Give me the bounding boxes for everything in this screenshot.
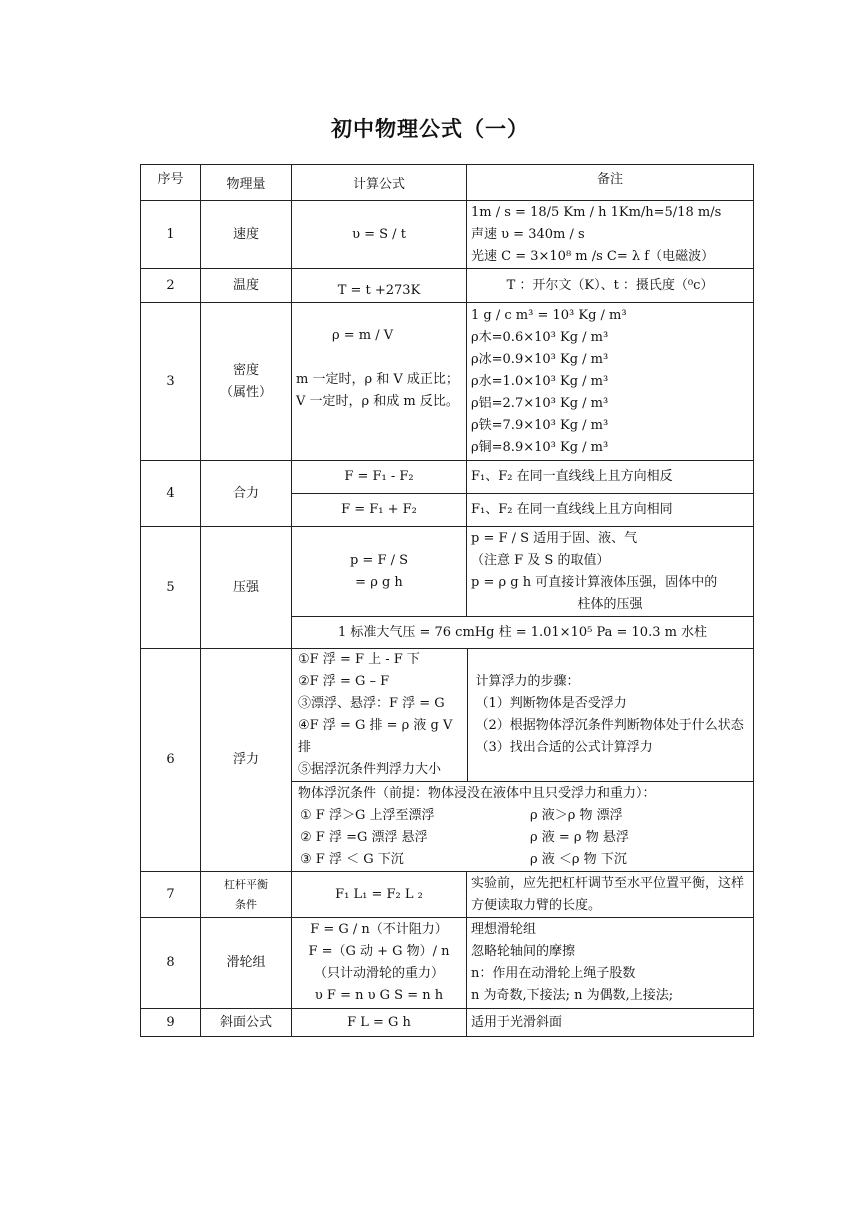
step-line: （2）根据物体浮沉条件判断物体处于什么状态 bbox=[475, 718, 744, 733]
table-row bbox=[141, 872, 754, 918]
row-quantity: 速度 bbox=[201, 201, 292, 269]
row-quantity bbox=[201, 303, 292, 461]
row-notes bbox=[467, 527, 754, 617]
row-formula: F = F₁ + F₂ bbox=[292, 494, 467, 527]
note-line: p = F / S 适用于固、液、气 bbox=[471, 530, 638, 546]
note-line: ρ铜=8.9×10³ Kg / m³ bbox=[471, 439, 609, 455]
condition-row bbox=[298, 849, 749, 871]
header-no: 序号 bbox=[141, 165, 201, 201]
buoyancy-steps bbox=[467, 649, 753, 781]
buoyancy-block bbox=[292, 649, 754, 782]
note-line: 光速 C = 3×10⁸ m /s C= λ f（电磁波） bbox=[471, 248, 715, 264]
header-notes: 备注 bbox=[467, 165, 754, 201]
row-no: 1 bbox=[141, 201, 201, 269]
quantity-line: 杠杆平衡 bbox=[224, 877, 268, 891]
row-quantity: 温度 bbox=[201, 269, 292, 303]
step-line: 计算浮力的步骤： bbox=[475, 674, 580, 689]
row-no: 9 bbox=[141, 1009, 201, 1037]
formula-line: υ F = n υ G S = n h bbox=[314, 988, 444, 1003]
conditions-table bbox=[298, 805, 749, 871]
formula-line: ③漂浮、悬浮：F 浮 = G bbox=[298, 696, 445, 711]
note-line: 理想滑轮组 bbox=[471, 922, 537, 937]
row-notes: F₁、F₂ 在同一直线线上且方向相同 bbox=[467, 494, 754, 527]
step-line: （1）判断物体是否受浮力 bbox=[475, 696, 627, 711]
table-row bbox=[141, 649, 754, 782]
header-quantity: 物理量 bbox=[201, 165, 292, 201]
atmosphere-note: 1 标准大气压 = 76 cmHg 柱 = 1.01×10⁵ Pa = 10.3 m 水柱 bbox=[292, 617, 754, 649]
row-no: 6 bbox=[141, 649, 201, 872]
row-no: 5 bbox=[141, 527, 201, 649]
row-formula bbox=[292, 303, 467, 461]
row-notes bbox=[467, 303, 754, 461]
table-row bbox=[141, 918, 754, 1009]
row-no: 7 bbox=[141, 872, 201, 918]
step-line: （3）找出合适的公式计算浮力 bbox=[475, 740, 653, 755]
row-quantity: 斜面公式 bbox=[201, 1009, 292, 1037]
quantity-line: 密度 bbox=[232, 362, 259, 378]
formula-table bbox=[140, 164, 754, 1037]
note-line: ρ铁=7.9×10³ Kg / m³ bbox=[471, 417, 609, 433]
row-quantity: 合力 bbox=[201, 461, 292, 527]
formula-line: ρ = m / V bbox=[332, 328, 394, 343]
row-notes bbox=[467, 201, 754, 269]
row-notes: 适用于光滑斜面 bbox=[467, 1009, 754, 1037]
note-line: p = ρ g h 可直接计算液体压强，固体中的 bbox=[471, 574, 718, 590]
note-line: 1 g / c m³ = 10³ Kg / m³ bbox=[471, 307, 627, 323]
note-line: ρ木=0.6×10³ Kg / m³ bbox=[471, 329, 609, 345]
note-line: ρ冰=0.9×10³ Kg / m³ bbox=[471, 351, 609, 367]
formula-line: ④F 浮 = G 排 = ρ 液 g V 排 bbox=[298, 718, 453, 755]
formula-line: （只计动滑轮的重力） bbox=[313, 966, 444, 981]
row-formula: F₁ L₁ = F₂ L ₂ bbox=[292, 872, 467, 918]
header-formula: 计算公式 bbox=[292, 165, 467, 201]
condition-a: ① F 浮＞G 上浮至漂浮 bbox=[300, 807, 435, 823]
float-conditions bbox=[292, 782, 754, 872]
table-row bbox=[141, 303, 754, 461]
formula-line: = ρ g h bbox=[355, 574, 403, 590]
quantity-line: 条件 bbox=[235, 897, 257, 911]
row-notes bbox=[467, 918, 754, 1009]
note-line: 1m / s = 18/5 Km / h 1Km/h=5/18 m/s bbox=[471, 204, 722, 220]
quantity-line: （属性） bbox=[219, 384, 272, 400]
formula-note: m 一定时，ρ 和 V 成正比； V 一定时，ρ 和成 m 反比。 bbox=[296, 372, 459, 409]
condition-b: ρ 液 ＜ρ 物 下沉 bbox=[530, 851, 627, 867]
note-line: 声速 υ = 340m / s bbox=[471, 226, 585, 242]
buoyancy-formulas bbox=[292, 649, 467, 781]
row-formula bbox=[292, 527, 467, 617]
table-row bbox=[141, 201, 754, 269]
formula-line: ①F 浮 = F 上 - F 下 bbox=[298, 652, 420, 667]
table-row bbox=[141, 461, 754, 494]
condition-row bbox=[298, 805, 749, 827]
note-line: n 为奇数,下接法; n 为偶数,上接法; bbox=[471, 988, 674, 1003]
condition-a: ③ F 浮 ＜ G 下沉 bbox=[300, 851, 404, 867]
row-quantity: 滑轮组 bbox=[201, 918, 292, 1009]
condition-b: ρ 液 = ρ 物 悬浮 bbox=[530, 829, 629, 845]
formula-line: F = G / n（不计阻力） bbox=[310, 922, 448, 937]
table-header-row bbox=[141, 165, 754, 201]
table-row bbox=[141, 269, 754, 303]
table-row bbox=[141, 1009, 754, 1037]
formula-line: p = F / S bbox=[349, 552, 409, 568]
row-notes: 实验前，应先把杠杆调节至水平位置平衡，这样方便读取力臂的长度。 bbox=[467, 872, 754, 918]
row-quantity bbox=[201, 872, 292, 918]
note-line: （注意 F 及 S 的取值） bbox=[471, 552, 610, 568]
row-formula: υ = S / t bbox=[292, 201, 467, 269]
condition-a: ② F 浮 =G 漂浮 悬浮 bbox=[300, 829, 428, 845]
row-formula: T = t +273K bbox=[292, 269, 467, 303]
row-no: 4 bbox=[141, 461, 201, 527]
page-title: 初中物理公式（一） bbox=[331, 116, 529, 141]
condition-title: 物体浮沉条件（前提：物体浸没在液体中且只受浮力和重力）： bbox=[298, 785, 656, 801]
table-row bbox=[141, 527, 754, 617]
buoyancy-inner-table bbox=[292, 649, 753, 781]
row-quantity: 浮力 bbox=[201, 649, 292, 872]
row-no: 3 bbox=[141, 303, 201, 461]
row-formula: F = F₁ - F₂ bbox=[292, 461, 467, 494]
row-quantity: 压强 bbox=[201, 527, 292, 649]
note-line: 忽略轮轴间的摩擦 bbox=[471, 944, 576, 959]
condition-row bbox=[298, 827, 749, 849]
formula-line: F =（G 动 + G 物）/ n bbox=[308, 944, 450, 959]
row-notes: T ：开尔文（K）、t ：摄氏度（⁰c） bbox=[467, 269, 754, 303]
row-formula bbox=[292, 918, 467, 1009]
row-no: 2 bbox=[141, 269, 201, 303]
formula-line: ⑤据浮沉条件判浮力大小 bbox=[298, 762, 442, 777]
note-line: n：作用在动滑轮上绳子股数 bbox=[471, 966, 636, 981]
row-notes: F₁、F₂ 在同一直线线上且方向相反 bbox=[467, 461, 754, 494]
row-no: 8 bbox=[141, 918, 201, 1009]
row-formula: F L = G h bbox=[292, 1009, 467, 1037]
condition-b: ρ 液＞ρ 物 漂浮 bbox=[530, 807, 623, 823]
note-line: 柱体的压强 bbox=[577, 596, 643, 612]
note-line: ρ铝=2.7×10³ Kg / m³ bbox=[471, 395, 609, 411]
formula-line: ②F 浮 = G – F bbox=[298, 674, 390, 689]
note-line: ρ水=1.0×10³ Kg / m³ bbox=[471, 373, 609, 389]
